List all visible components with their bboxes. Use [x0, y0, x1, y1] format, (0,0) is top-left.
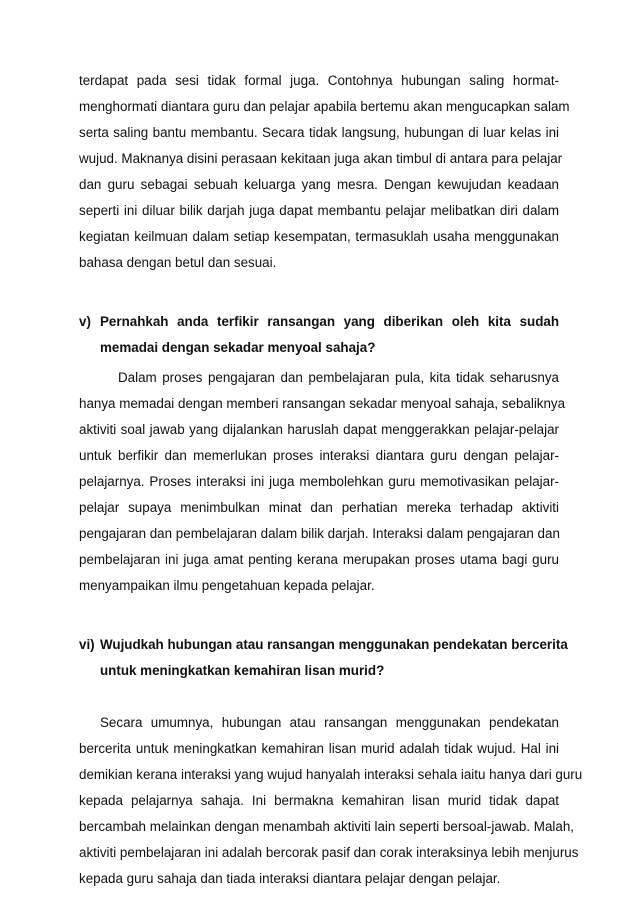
paragraph-line: Dalam proses pengajaran dan pembelajaran pula, kita tidak seharusnya — [118, 370, 559, 385]
paragraph-line: kepada guru sahaja dan tiada interaksi diantara pelajar dengan pelajar. — [79, 871, 501, 886]
paragraph-line: terdapat pada sesi tidak formal juga. Contohnya hubungan saling hormat- — [79, 73, 559, 88]
paragraph-line: seperti ini diluar bilik darjah juga dapat membantu pelajar melibatkan diri dalam — [79, 203, 559, 218]
paragraph-line: menyampaikan ilmu pengetahuan kepada pelajar. — [79, 578, 375, 593]
question-label: vi) — [79, 637, 95, 652]
question-line: memadai dengan sekadar menyoal sahaja? — [100, 340, 376, 355]
paragraph-line: pelajar supaya menimbulkan minat dan perhatian mereka terhadap aktiviti — [79, 500, 559, 515]
paragraph-line: Secara umumnya, hubungan atau ransangan menggunakan pendekatan — [100, 715, 559, 730]
paragraph-line: pembelajaran ini juga amat penting kerana merupakan proses utama bagi guru — [79, 552, 559, 567]
paragraph-line: bahasa dengan betul dan sesuai. — [79, 255, 277, 270]
question-label: v) — [79, 314, 91, 329]
question-line: Wujudkah hubungan atau ransangan menggunakan pendekatan bercerita — [100, 637, 568, 652]
paragraph-line: untuk berfikir dan memerlukan proses interaksi diantara guru dengan pelajar- — [79, 448, 559, 463]
paragraph-line: wujud. Maknanya disini perasaan kekitaan juga akan timbul di antara para pelajar — [79, 151, 563, 166]
paragraph-line: bercambah melainkan dengan menambah aktiviti lain seperti bersoal-jawab. Malah, — [79, 819, 574, 834]
paragraph-line: hanya memadai dengan memberi ransangan sekadar menyoal sahaja, sebaliknya — [79, 396, 566, 411]
paragraph-line: pengajaran dan pembelajaran dalam bilik darjah. Interaksi dalam pengajaran dan — [79, 526, 560, 541]
paragraph-line: serta saling bantu membantu. Secara tidak langsung, hubungan di luar kelas ini — [79, 125, 559, 140]
paragraph-line: aktiviti pembelajaran ini adalah bercorak pasif dan corak interaksinya lebih menjurus — [79, 845, 579, 860]
question-line: Pernahkah anda terfikir ransangan yang diberikan oleh kita sudah — [100, 314, 559, 329]
question-line: untuk meningkatkan kemahiran lisan murid? — [100, 663, 385, 678]
paragraph-line: kepada pelajarnya sahaja. Ini bermakna kemahiran lisan murid tidak dapat — [79, 793, 559, 808]
paragraph-line: pelajarnya. Proses interaksi ini juga membolehkan guru memotivasikan pelajar- — [79, 474, 559, 489]
paragraph-line: kegiatan keilmuan dalam setiap kesempatan, termasuklah usaha menggunakan — [79, 229, 559, 244]
paragraph-line: dan guru sebagai sebuah keluarga yang mesra. Dengan kewujudan keadaan — [79, 177, 559, 192]
paragraph-line: aktiviti soal jawab yang dijalankan haruslah dapat menggerakkan pelajar-pelajar — [79, 422, 559, 437]
paragraph-line: demikian kerana interaksi yang wujud hanyalah interaksi sehala iaitu hanya dari guru — [79, 767, 583, 782]
paragraph-line: bercerita untuk meningkatkan kemahiran lisan murid adalah tidak wujud. Hal ini — [79, 741, 559, 756]
paragraph-line: menghormati diantara guru dan pelajar apabila bertemu akan mengucapkan salam — [79, 99, 570, 114]
